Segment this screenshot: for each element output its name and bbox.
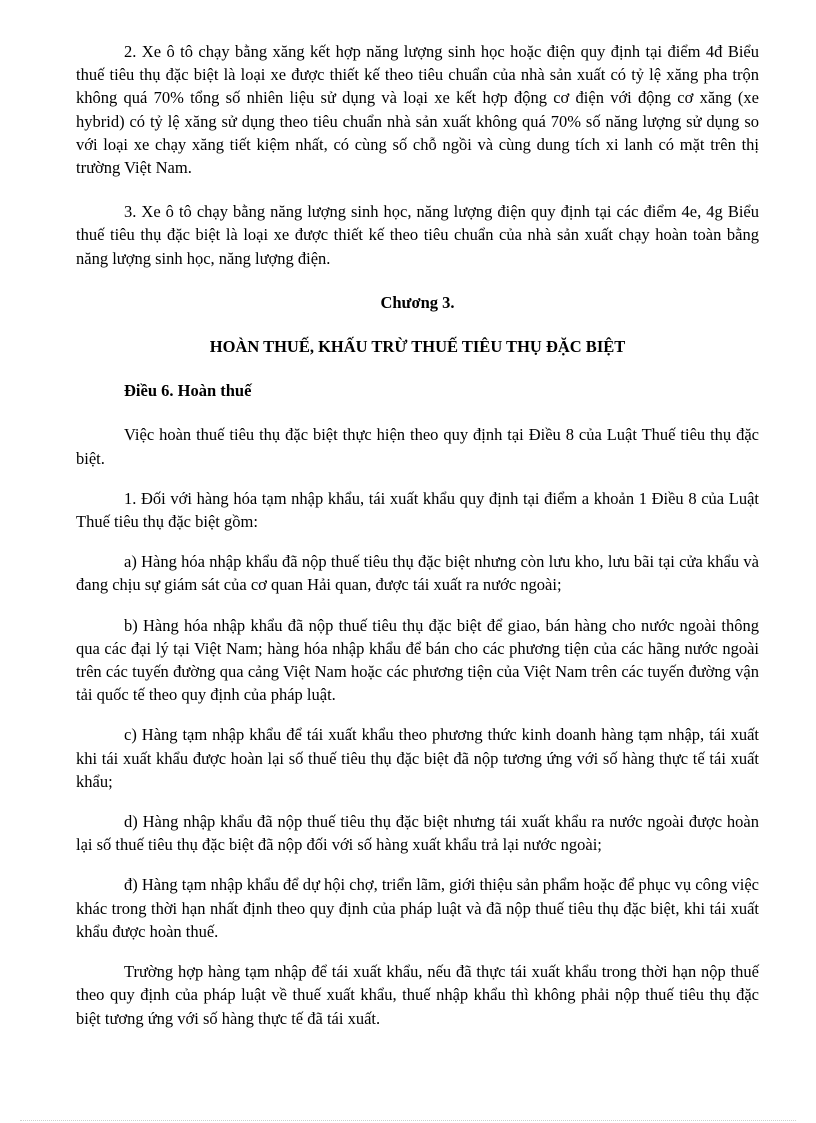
paragraph-item-a: a) Hàng hóa nhập khẩu đã nộp thuế tiêu thụ đặc biệt nhưng còn lưu kho, lưu bãi tại cửa khẩu và đang chịu sự giám sát của cơ quan Hải quan, được tái xuất ra nước ngoài; [76,552,759,595]
paragraph-intro: Việc hoàn thuế tiêu thụ đặc biệt thực hiện theo quy định tại Điều 8 của Luật Thuế tiêu thụ đặc biệt. [76,425,759,468]
page-bottom-divider [20,1120,796,1121]
chapter-title: HOÀN THUẾ, KHẤU TRỪ THUẾ TIÊU THỤ ĐẶC BIỆT [209,337,626,357]
paragraph-item-b: b) Hàng hóa nhập khẩu đã nộp thuế tiêu thụ đặc biệt để giao, bán hàng cho nước ngoài thông qua các đại lý tại Việt Nam; hàng hóa nhập khẩu để bán cho các phương tiện của các hãng nước ngoài trên các tuyến đường qua cảng Việt Nam hoặc các phương tiện của Việt Nam trên các tuyến đường vận tải quốc tế theo quy định của pháp luật. [76,615,759,705]
document-page [76,40,759,1030]
paragraph-clause-2: 2. Xe ô tô chạy bằng xăng kết hợp năng lượng sinh học hoặc điện quy định tại điểm 4đ Biểu thuế tiêu thụ đặc biệt là loại xe được thiết kế theo tiêu chuẩn của nhà sản xuất có tỷ lệ xăng pha trộn không quá 70% tổng số nhiên liệu sử dụng và loại xe kết hợp động cơ điện với động cơ xăng (xe hybrid) có tỷ lệ xăng sử dụng theo tiêu chuẩn nhà sản xuất không quá 70% số năng lượng sử dụng so với loại xe chạy xăng tiết kiệm nhất, có cùng số chỗ ngồi và cùng dung tích xi lanh có mặt trên thị trường Việt Nam. [76,42,759,178]
paragraph-item-d: d) Hàng nhập khẩu đã nộp thuế tiêu thụ đặc biệt nhưng tái xuất khẩu ra nước ngoài được hoàn lại số thuế tiêu thụ đặc biệt đã nộp đối với số hàng xuất khẩu trả lại nước ngoài; [76,812,759,855]
paragraph-clause-3: 3. Xe ô tô chạy bằng năng lượng sinh học, năng lượng điện quy định tại các điểm 4e, 4g Biểu thuế tiêu thụ đặc biệt là loại xe được thiết kế theo tiêu chuẩn của nhà sản xuất chạy hoàn toàn bằng năng lượng sinh học, năng lượng điện. [76,202,759,268]
chapter-number: Chương 3. [380,292,455,312]
article-title: Điều 6. Hoàn thuế [124,381,252,401]
paragraph-item-1: 1. Đối với hàng hóa tạm nhập khẩu, tái xuất khẩu quy định tại điểm a khoản 1 Điều 8 của Luật Thuế tiêu thụ đặc biệt gồm: [76,488,759,532]
paragraph-temporary-import-case: Trường hợp hàng tạm nhập để tái xuất khẩu, nếu đã thực tái xuất khẩu trong thời hạn nộp thuế theo quy định của pháp luật về thuế xuất khẩu, thuế nhập khẩu thì không phải nộp thuế tiêu thụ đặc biệt tương ứng với số hàng thực tế đã tái xuất. [76,962,759,1028]
paragraph-item-c: c) Hàng tạm nhập khẩu để tái xuất khẩu theo phương thức kinh doanh hàng tạm nhập, tái xuất khi tái xuất khẩu được hoàn lại số thuế tiêu thụ đặc biệt đã nộp tương ứng với số hàng thực tế tái xuất khẩu; [76,725,759,791]
paragraph-item-dd: đ) Hàng tạm nhập khẩu để dự hội chợ, triển lãm, giới thiệu sản phẩm hoặc để phục vụ công việc khác trong thời hạn nhất định theo quy định của pháp luật và đã nộp thuế tiêu thụ đặc biệt, khi tái xuất khẩu được hoàn thuế. [76,875,759,941]
